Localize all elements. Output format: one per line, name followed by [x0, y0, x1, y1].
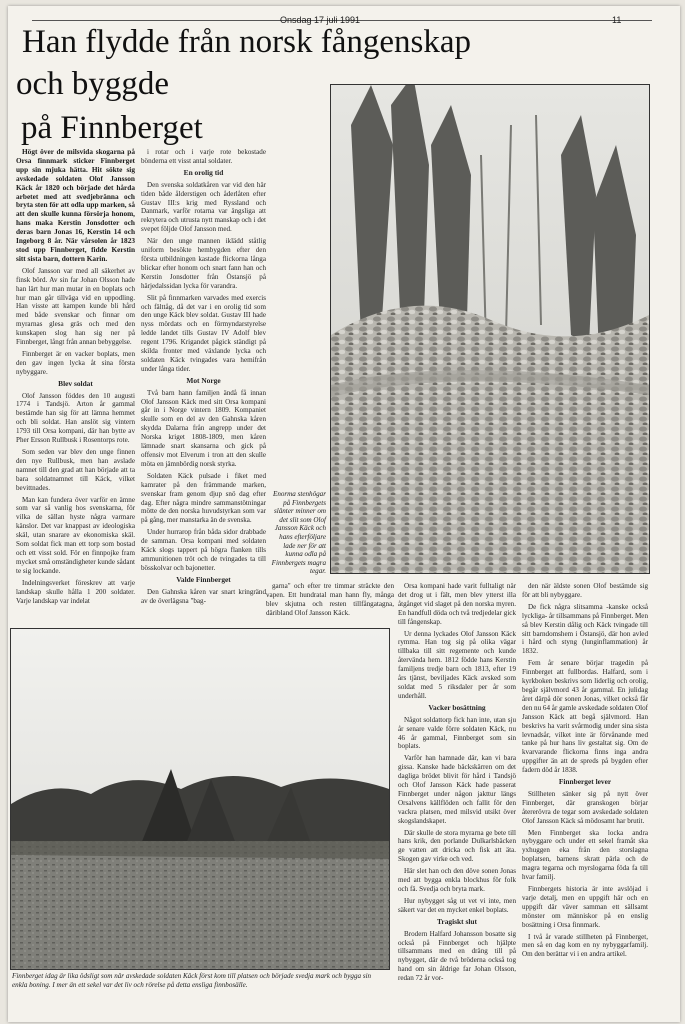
paragraph: När den unge mannen iklädd ståtlig uniform besökte hembygden efter den första utbildningen kastade flickorna långa blickar efter honom och snart fann han och Kerstin Jonsdotter från Östansjö på härjedalssidan lycka för varandra.: [141, 237, 266, 290]
paragraph: De fick några slitsamma -kanske också lyckliga- år tillsammans på Finnberget. Men så blev Kerstin dålig och Käck tvingade till sitt barndomshem i Östansjö, där hon avled i hård och styng (lunginflammation) år 1832.: [522, 602, 648, 656]
paragraph: Slit på finnmarken varvades med exercis och fälttåg, då det var i en orolig tid som den unge Käck blev soldat. Gustav III hade nyss mördats och en förmyndarstyrelse ledde landet tills Gustav IV Adolf blev regent 1796. Krigandet pågick ständigt på skilda fronter med växlande lycka och soldaten Käck tvingades vara hemifrån under långa tider.: [141, 293, 266, 373]
paragraph: Stillheten sänker sig på nytt över Finnberget, där granskogen börjar återerövra de tegar som avskedade soldaten Olof Jansson Käck så mödosamt har brutit.: [522, 789, 648, 825]
paragraph: Finnbergets historia är inte avslöjad i varje detalj, men en uppgift här och en uppgift där väver samman ett sällsamt mönster om människor på en enslig bosättning i Orsa finnmark.: [522, 885, 648, 929]
paragraph: I två år varade stillheten på Finnberget, men så en dag kom en ny nybyggarfamilj. Om den berättar vi i en andra artikel.: [522, 932, 648, 959]
page-number: 11: [612, 15, 622, 25]
subheading: Tragiskt slut: [437, 916, 477, 926]
subheading: Finnberget lever: [558, 777, 612, 787]
paragraph: Olof Jansson var med all säkerhet av finsk börd. Av sin far Johan Olsson hade han lärt hur man mutar in en boplats och hur man går tillväga vid en uppodling. Han visste att kampen kunde bli hård med både svenskar och finnar om myrarnas glesa gräs och med den kunskapen slog han sig ner på Finnberget, långt från annan bebyggelse.: [16, 266, 135, 347]
paragraph: Man kan fundera över varför en ämne som var så vanlig hos svenskarna, för vilka de sällan hyste några varmare känslor. Det var knappast av ideologiska skäl, utan snarare av ekonomiska skäl. Som soldat fick man ett torp som bostad och ett visst sold. För en finnpojke fram mycket små omständigheter kunde sådant te sig lockande.: [16, 495, 135, 575]
paragraph: Brodern Halfard Johansson bosatte sig också på Finnberget och hjälpte tillsammans med en dräng till på nybygget, där de två bröderna också tog hand om sin åldrige far Johan Olsson, redan 72 år vor-: [398, 929, 516, 983]
photo-finnberget-landscape: [10, 628, 390, 970]
paragraph: Där skulle de stora myrarna ge bete till hans krik, den porlande Dulkarlsbäcken ge vatten att dricka och fisk att äta. Skogen gav virke och ved.: [398, 828, 516, 864]
paragraph: den när äldste sonen Olof bestämde sig för att bli nybyggare.: [522, 582, 648, 599]
headline-line-1: Han flydde från norsk fångenskap: [22, 24, 472, 60]
photo-stone-heaps: [330, 84, 650, 574]
article-column-4: [398, 582, 516, 1012]
paragraph: Finnberget är en vacker boplats, men den gav ingen lycka åt sina första nybyggare.: [16, 349, 135, 376]
paragraph: Men Finnberget ska locka andra nybyggare och under ett sekel framåt ska yxhuggen eka från den storslagna boplatsen, barnens skratt pärla och de magra tegarna och myrslogarna föda fa till hvar familj.: [522, 828, 648, 882]
subheading: En orolig tid: [183, 167, 224, 177]
paragraph: Soldaten Käck pulsade i fiket med kamrater på den främmande marken, svenskar fram genom djup snö dag efter dag. Efter några mindre sammanstötningar mötte de den norska huvudstyrkan som var på gång, mer manstarka än de svenska.: [141, 471, 266, 525]
article-column-2: [141, 148, 266, 626]
paragraph: Olof Jansson föddes den 10 augusti 1774 i Tandsjö. Arton år gammal bestämde han sig för att lämna hemmet och bli soldat. Han anslöt sig vintern 1793 till Orsa kompani, där han bytte av Pher Ersson Rullbusk i Rosentorps rote.: [16, 391, 135, 445]
subheading: Vacker bosättning: [428, 702, 486, 712]
photo-finnberget-caption: Finnberget idag är lika ödsligt som när avskedade soldaten Käck först kom till platsen och började svedja mark och bygga sin enkla boning. I mer än ett sekel var det liv och rörelse på detta ensliga finnbosälle.: [12, 972, 372, 989]
masthead-date: Onsdag 17 juli 1991: [280, 15, 361, 25]
paragraph: Som seden var blev den unge finnen den nye Rullbusk, men han avslade namnet till den grad att han började att ta bara soldatnamnet till Käck, vilket bevittnades.: [16, 448, 135, 492]
photo-finnberget-landscape-image: [11, 629, 389, 969]
paragraph: garna" och efter tre timmar sträckte den vapen. Ett hundratal man hann fly, många blev skjutna och resten tillfångatagna, däribland Olof Jansson Käck.: [266, 582, 394, 617]
paragraph: Här slet han och den döve sonen Jonas med att bygga enkla blockhus för folk och fä. Svedja och bryta mark.: [398, 867, 516, 893]
paragraph: Under hurrarop från båda sidor drabbade de samman. Orsa kompani med soldaten Käck slogs tappert på högra flanken tills ammunitionen tröt och de tvingades ta till bösskolvar och bajonetter.: [141, 528, 266, 572]
article-column-1: [16, 148, 135, 626]
subheading: Blev soldat: [58, 378, 93, 388]
paragraph: Orsa kompani hade varit fulltaligt när det drog ut i fält, men blev ytterst illa åtgånget vid slaget på den norska myren. En handfull döda och två tredjedelar gick till fångenskap.: [398, 582, 516, 626]
headline-line-2: och byggde: [16, 66, 170, 102]
photo-stone-heaps-image: [331, 85, 649, 573]
paragraph: i rotar och i varje rote bekostade bönderna ett visst antal soldater.: [141, 148, 266, 165]
article-column-3: [266, 582, 394, 622]
paragraph: Indelningsverket föreskrev att varje landskap skulle hålla 1 200 soldater. Varje landskap var indelat: [16, 578, 135, 605]
photo-stone-heaps-caption: Enorma stenhögar på Finnbergets slänter minner om det slit som Olof Jansson Käck och hans efterföljare lade ner för att kunna odla på Finnbergets magra tegar.: [271, 490, 326, 576]
paragraph: Varför han hamnade där, kan vi bara gissa. Kanske hade bäckskärren om det dagliga brödet blivit för hård i Tandsjö och Olof Jansson Käck hade passerat Finnberget under någon jakttur längs Orsalvens källflöden och fallit för den vackra platsen, med milsvid utsikt över skogslandskapet.: [398, 754, 516, 825]
paragraph: Den svenska soldatkåren var vid den här tiden både ålderstigen och åderlåten efter Gustav III:s krig med Ryssland och Danmark, varför rotarna var ängsliga att rekrytera och utrusta nytt manskap och i det svepet följde Olof Jansson med.: [141, 180, 266, 234]
headline-line-3: på Finnberget: [21, 110, 203, 146]
paragraph: Hur nybygget såg ut vet vi inte, men säkert var det en mycket enkel boplats.: [398, 896, 516, 914]
paragraph: Fem år senare börjar tragedin på Finnberget att fullbordas. Halfard, som i kyrkboken beskrivs som liderlig och orolig, begår självmord 43 år gammal. En julidag året därpå dör sonen Jonas, vilket också får den nu 64 år gamle avskedade soldaten Olof Jansson Käck att begå självmord. Han beskrivs ha varit svårmodig under sina sista levnadsår, vilket inte är förvånande med tanke på hur hans liv gestaltat sig. Om de kvarvarande flickorna finns inga andra uppgifter än att de spreds på bygden efter fadern död år 1838.: [522, 659, 648, 775]
paragraph: Två barn hann familjen ändå få innan Olof Jansson Käck med sitt Orsa kompani går in i Norge vintern 1809. Kompaniet skulle som en del av den Gahnska kåren skydda Dalarna från angrepp under det Norska kriget 1808-1809, men kåren lämnade snart skansarna och gick på offensiv mot Elverum i tron att den skulle möta en jämnbördig norsk styrka.: [141, 388, 266, 468]
subheading: Mot Norge: [186, 375, 221, 385]
paragraph: Något soldattorp fick han inte, utan sju år senare valde förre soldaten Käck, nu 46 år gammal, Finnberget som sin boplats.: [398, 715, 516, 751]
article-column-5: [522, 582, 648, 1012]
lead-paragraph: Högt över de milsvida skogarna på Orsa finnmark sticker Finnberget upp sin mjuka hätta. Hit sökte sig avskedade soldaten Olof Jansson Käck år 1820 och började det hårda arbetet med att svedjebränna och bryta sten för att odla upp marken, så att den skulle kunna försörja honom, hans maka Kerstin Jonsdotter och deras barn Jonas 16, Kerstin 14 och Ingeborg 8 år. När vårsolen år 1823 stod upp Finnberget, fidde Kerstin sitt sista barn, dottern Karin.: [16, 148, 135, 263]
newspaper-page: [8, 6, 680, 1022]
paragraph: Ur denna lyckades Olof Jansson Käck rymma. Han tog sig på olika vägar tillbaka till sitt regemente och kunde återvända hem. 1812 födde hans Kerstin familjens tredje barn och 1813, efter 19 års tjänst, beviljades Käck avsked som soldat med 5 riksdaler per år som underhåll.: [398, 629, 516, 700]
subheading: Valde Finnberget: [176, 574, 231, 584]
paragraph: Den Gahnska kåren var snart kringränd av de överlägsna "bag-: [141, 587, 266, 605]
